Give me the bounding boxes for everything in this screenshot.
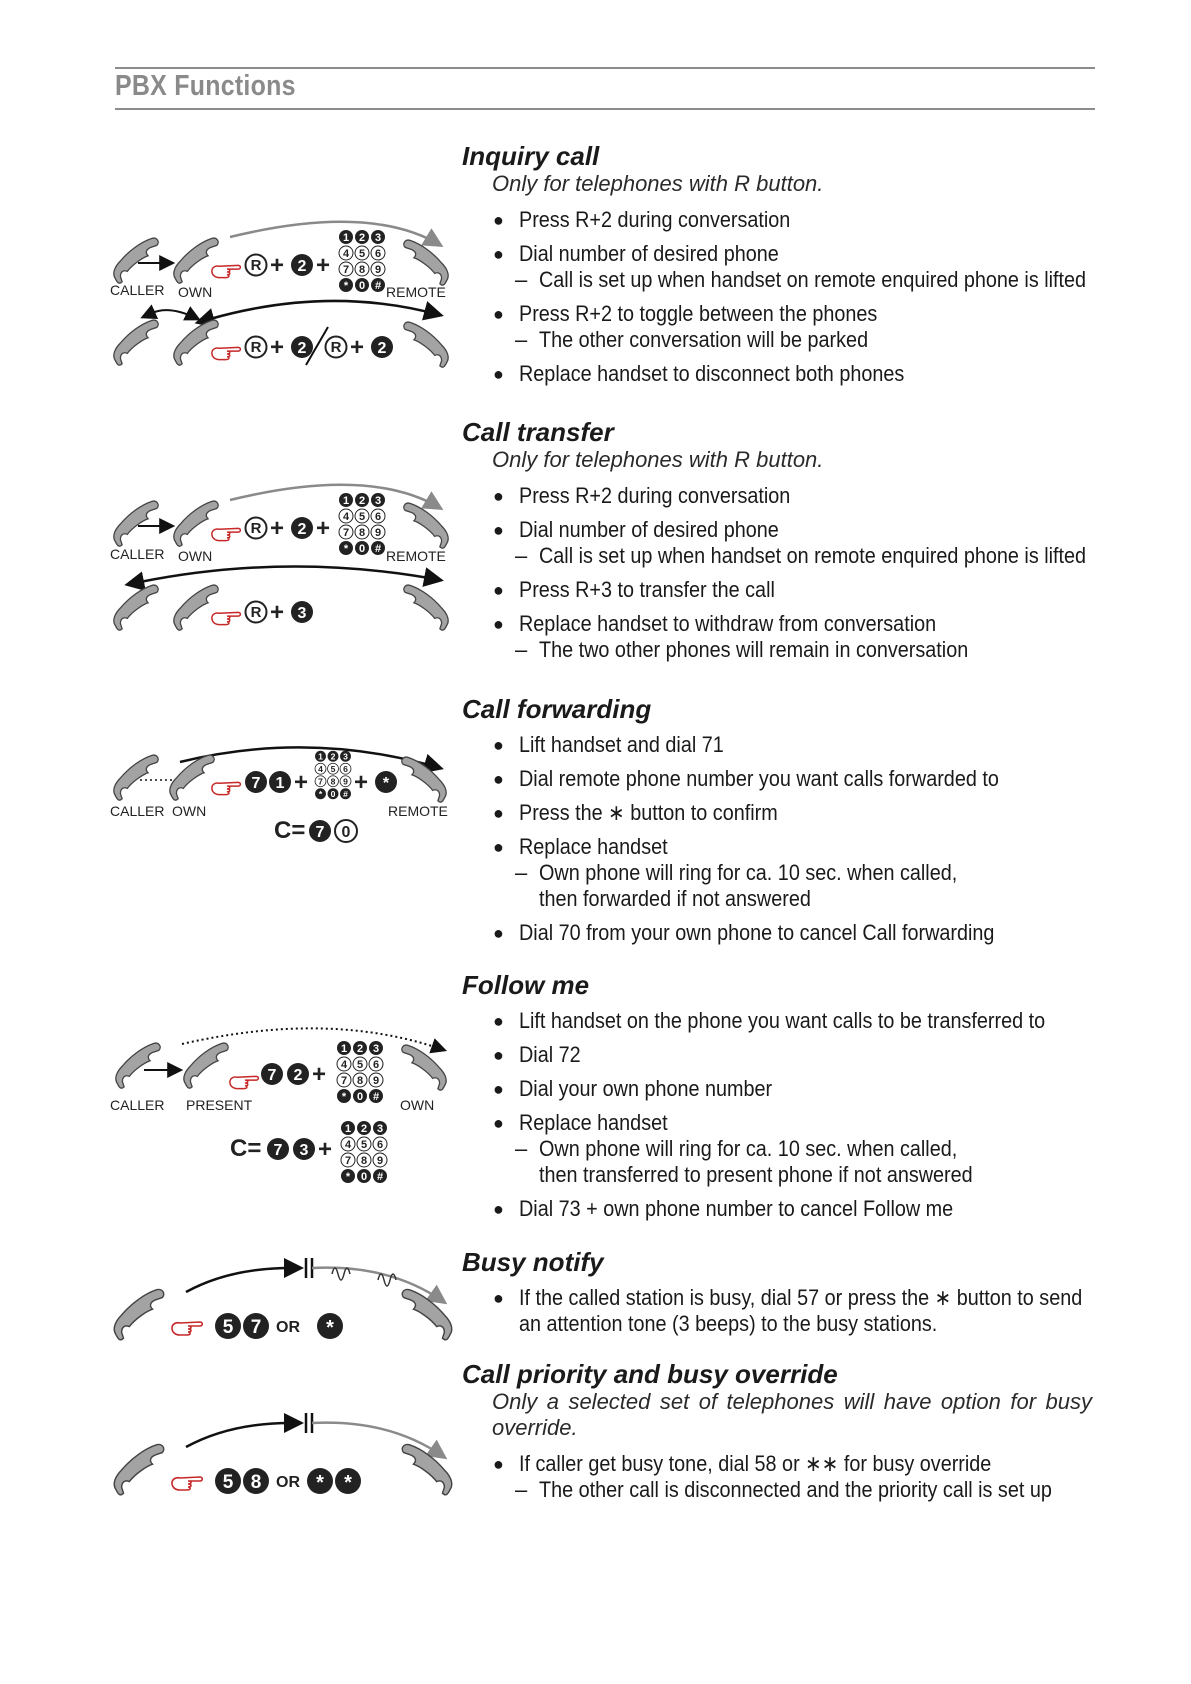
list-item: ● Dial your own phone number — [493, 1076, 773, 1101]
svg-text:*: * — [382, 775, 390, 792]
section-note: Only a selected set of telephones will have option for busy override. — [492, 1389, 1092, 1440]
list-item: ● Dial 73 + own phone number to cancel Follow me — [493, 1196, 954, 1221]
svg-text:1: 1 — [275, 775, 285, 792]
svg-text:+: + — [270, 515, 285, 542]
svg-text:+: + — [354, 769, 369, 796]
svg-text:5: 5 — [222, 1472, 234, 1493]
svg-text:2: 2 — [377, 340, 387, 357]
svg-text:*: * — [326, 1317, 334, 1339]
label-or: OR — [276, 1319, 300, 1336]
section-title: Call transfer — [462, 417, 614, 447]
section-follow-me — [462, 970, 1102, 1222]
label-own: OWN — [172, 803, 207, 819]
diagram-call-priority — [110, 1405, 470, 1505]
list-item: ● Dial 70 from your own phone to cancel Call forwarding — [493, 920, 995, 945]
svg-text:2: 2 — [297, 340, 307, 357]
diagram-call-forwarding — [110, 738, 470, 853]
list-item: ● Replace handset to disconnect both phones — [493, 361, 905, 386]
header-rule-top — [115, 67, 1095, 69]
header-rule-bottom — [115, 108, 1095, 110]
label-own: OWN — [178, 284, 213, 300]
section-inquiry-call — [462, 141, 1102, 387]
list-item: ● Replace handset — [493, 834, 668, 859]
section-call-forwarding — [462, 694, 1102, 946]
label-present: PRESENT — [186, 1097, 253, 1113]
label-own: OWN — [400, 1097, 435, 1113]
section-title: Busy notify — [462, 1247, 604, 1277]
list-item: ● Replace handset to withdraw from conversation — [493, 611, 937, 636]
list-subitem-continued: then transferred to present phone if not answered — [539, 1162, 973, 1187]
list-item: ● Press R+2 during conversation — [493, 483, 791, 508]
section-note: Only for telephones with R button. — [492, 171, 824, 196]
list-subitem: – Call is set up when handset on remote enquired phone is lifted — [515, 543, 1087, 568]
section-note: Only for telephones with R button. — [492, 447, 824, 472]
svg-text:2: 2 — [297, 258, 307, 275]
svg-text:+: + — [270, 599, 285, 626]
label-caller: CALLER — [110, 282, 165, 298]
label-own: OWN — [178, 548, 213, 564]
label-remote: REMOTE — [386, 284, 446, 300]
section-title: Follow me — [462, 970, 590, 1000]
diagram-inquiry-call — [110, 215, 470, 390]
list-item: ● Dial remote phone number you want calls forwarded to — [493, 766, 999, 791]
section-call-transfer — [462, 417, 1102, 663]
list-item: ● Dial number of desired phone — [493, 517, 779, 542]
svg-text:+: + — [270, 252, 285, 279]
list-item: ● Press R+2 during conversation — [493, 207, 791, 232]
section-busy-notify — [462, 1247, 1102, 1337]
list-item: ● Lift handset on the phone you want calls to be transferred to — [493, 1008, 1046, 1033]
svg-text:+: + — [350, 334, 365, 361]
svg-text:*: * — [316, 1472, 324, 1494]
label-or: OR — [276, 1474, 300, 1491]
svg-text:3: 3 — [297, 605, 307, 622]
label-caller: CALLER — [110, 546, 165, 562]
section-title: Inquiry call — [462, 141, 600, 171]
section-title: Call priority and busy override — [462, 1359, 838, 1389]
list-item: ● Lift handset and dial 71 — [493, 732, 724, 757]
list-subitem: – The other call is disconnected and the priority call is set up — [515, 1477, 1052, 1502]
list-item-continued: an attention tone (3 beeps) to the busy stations. — [519, 1311, 938, 1336]
cancel-prefix: C= — [274, 817, 306, 844]
list-item: ● Press the ∗ button to confirm — [493, 800, 778, 825]
svg-text:*: * — [344, 1472, 352, 1494]
diagram-follow-me — [110, 1010, 470, 1205]
svg-text:7: 7 — [273, 1142, 283, 1159]
diagram-call-transfer — [110, 478, 470, 643]
list-subitem: – The other conversation will be parked — [515, 327, 869, 352]
diagram-busy-notify — [110, 1250, 470, 1350]
list-item: ● Replace handset — [493, 1110, 668, 1135]
svg-text:+: + — [294, 769, 309, 796]
cancel-prefix: C= — [230, 1135, 262, 1162]
list-subitem: – Own phone will ring for ca. 10 sec. when called, — [515, 1136, 958, 1161]
list-subitem: – Call is set up when handset on remote enquired phone is lifted — [515, 267, 1087, 292]
svg-text:2: 2 — [297, 521, 307, 538]
label-caller: CALLER — [110, 803, 165, 819]
section-call-priority — [462, 1359, 1102, 1503]
svg-text:7: 7 — [267, 1067, 277, 1084]
svg-text:+: + — [316, 515, 331, 542]
list-item: ● If caller get busy tone, dial 58 or ∗∗ for busy override — [493, 1451, 992, 1476]
svg-text:7: 7 — [250, 1317, 262, 1338]
svg-text:+: + — [270, 334, 285, 361]
svg-text:+: + — [316, 252, 331, 279]
svg-text:2: 2 — [293, 1067, 303, 1084]
label-remote: REMOTE — [388, 803, 448, 819]
list-item: ● Dial 72 — [493, 1042, 581, 1067]
page-title: PBX Functions — [115, 70, 296, 102]
list-subitem-continued: then forwarded if not answered — [539, 886, 811, 911]
list-item: ● Press R+3 to transfer the call — [493, 577, 775, 602]
list-subitem: – The two other phones will remain in conversation — [515, 637, 969, 662]
list-item: ● Dial number of desired phone — [493, 241, 779, 266]
list-subitem: – Own phone will ring for ca. 10 sec. when called, — [515, 860, 958, 885]
svg-text:0: 0 — [341, 824, 351, 841]
svg-text:+: + — [318, 1136, 333, 1163]
list-item: ● If the called station is busy, dial 57 or press the ∗ button to send — [493, 1285, 1083, 1310]
label-remote: REMOTE — [386, 548, 446, 564]
svg-text:7: 7 — [251, 775, 261, 792]
section-title: Call forwarding — [462, 694, 652, 724]
svg-text:+: + — [312, 1061, 327, 1088]
label-caller: CALLER — [110, 1097, 165, 1113]
svg-text:7: 7 — [315, 824, 325, 841]
svg-text:3: 3 — [299, 1142, 309, 1159]
list-item: ● Press R+2 to toggle between the phones — [493, 301, 878, 326]
svg-text:5: 5 — [222, 1317, 234, 1338]
svg-text:8: 8 — [250, 1472, 262, 1493]
